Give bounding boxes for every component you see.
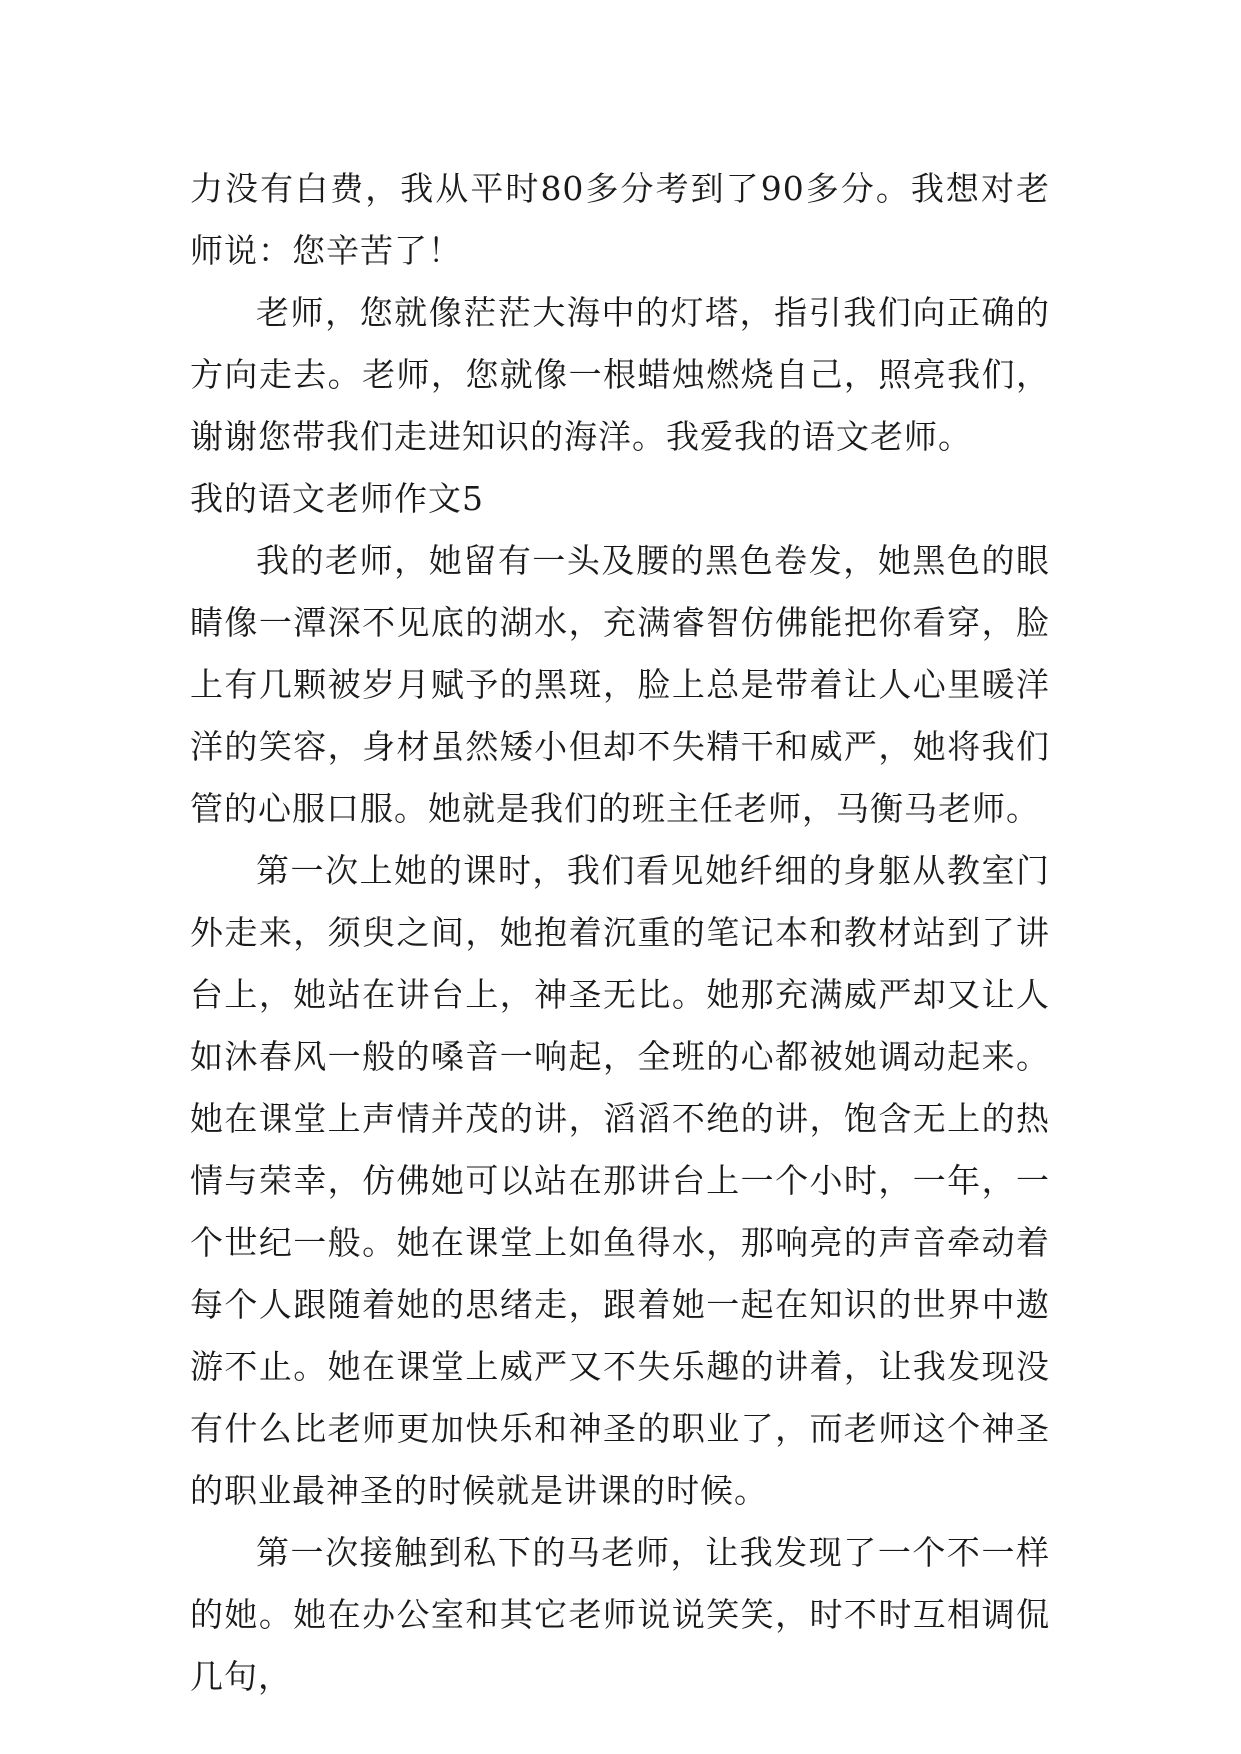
paragraph-teacher-description: 我的老师，她留有一头及腰的黑色卷发，她黑色的眼睛像一潭深不见底的湖水，充满睿智仿佛能把你看穿，脸上有几颗被岁月赋予的黑斑，脸上总是带着让人心里暖洋洋的笑容，身材虽然矮小但却不失精干和威严，她将我们管的心服口服。她就是我们的班主任老师，马衡马老师。 (190, 541, 1050, 828)
paragraph-private-teacher: 第一次接触到私下的马老师，让我发现了一个不一样的她。她在办公室和其它老师说说笑笑，时不时互相调侃几句， (190, 1533, 1050, 1696)
paragraph-first-class: 第一次上她的课时，我们看见她纤细的身躯从教室门外走来，须臾之间，她抱着沉重的笔记本和教材站到了讲台上，她站在讲台上，神圣无比。她那充满威严却又让人如沐春风一般的嗓音一响起，全班的心都被她调动起来。她在课堂上声情并茂的讲，滔滔不绝的讲，饱含无上的热情与荣幸，仿佛她可以站在那讲台上一个小时，一年，一个世纪一般。她在课堂上如鱼得水，那响亮的声音牵动着每个人跟随着她的思绪走，跟着她一起在知识的世界中遨游不止。她在课堂上威严又不失乐趣的讲着，让我发现没有什么比老师更加快乐和神圣的职业了，而老师这个神圣的职业最神圣的时候就是讲课的时候。 (190, 851, 1050, 1510)
document-body (190, 158, 1050, 1708)
essay-title: 我的语文老师作文5 (190, 479, 484, 518)
paragraph-lighthouse: 老师，您就像茫茫大海中的灯塔，指引我们向正确的方向走去。老师，您就像一根蜡烛燃烧自己，照亮我们，谢谢您带我们走进知识的海洋。我爱我的语文老师。 (190, 293, 1050, 456)
paragraph-continuation: 力没有白费，我从平时80多分考到了90多分。我想对老师说：您辛苦了！ (190, 169, 1050, 270)
